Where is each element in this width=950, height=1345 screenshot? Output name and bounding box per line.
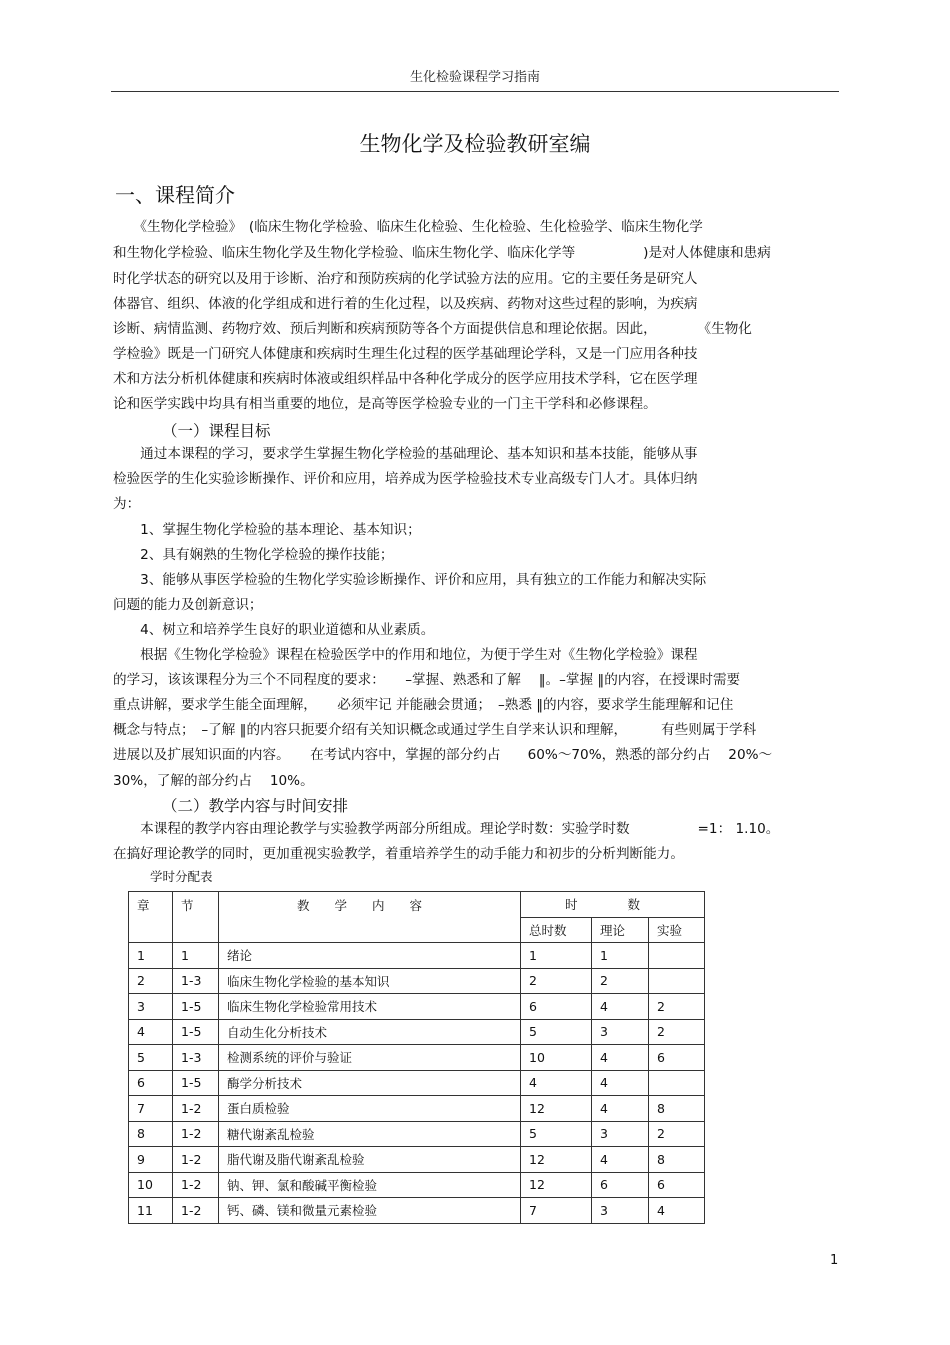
cell-total: 5 — [521, 1019, 592, 1045]
cell-section: 1-2 — [173, 1121, 219, 1147]
cell-content: 糖代谢紊乱检验 — [219, 1121, 521, 1147]
table-row — [129, 1019, 705, 1045]
table-row — [129, 994, 705, 1020]
goal-line: 通过本课程的学习，要求学生掌握生物化学检验的基础理论、基本知识和基本技能，能够从事 — [113, 446, 698, 462]
cell-lab — [649, 968, 705, 994]
cell-theory: 4 — [592, 994, 649, 1020]
header-total: 总时数 — [521, 917, 592, 943]
intro-line: 术和方法分析机体健康和疾病时体液或组织样品中各种化学成分的医学应用技术学科，它在医学理 — [113, 371, 698, 387]
table-header-row — [129, 892, 705, 918]
cell-lab: 8 — [649, 1096, 705, 1122]
cell-total: 10 — [521, 1045, 592, 1071]
cell-theory: 4 — [592, 1096, 649, 1122]
intro-line: 体器官、组织、体液的化学组成和进行着的生化过程，以及疾病、药物对这些过程的影响，为疾病 — [113, 296, 698, 312]
table-body — [129, 943, 705, 1224]
cell-chapter: 7 — [129, 1096, 173, 1122]
cell-content: 蛋白质检验 — [219, 1096, 521, 1122]
cell-total: 4 — [521, 1070, 592, 1096]
cell-lab: 2 — [649, 994, 705, 1020]
cell-section: 1-5 — [173, 994, 219, 1020]
table-row — [129, 1045, 705, 1071]
table-row — [129, 1121, 705, 1147]
goal-line: 4、树立和培养学生良好的职业道德和从业素质。 — [113, 622, 435, 638]
cell-section: 1-2 — [173, 1172, 219, 1198]
goal-line: 问题的能力及创新意识； — [113, 597, 263, 613]
goal-line: 为： — [113, 496, 141, 512]
intro-line: 学检验》既是一门研究人体健康和疾病时生理生化过程的医学基础理论学科，又是一门应用各种技 — [113, 346, 698, 362]
cell-lab: 2 — [649, 1019, 705, 1045]
cell-section: 1-3 — [173, 968, 219, 994]
cell-theory: 4 — [592, 1070, 649, 1096]
page-number: 1 — [830, 1253, 839, 1268]
goal-line: 2、具有娴熟的生物化学检验的操作技能； — [113, 547, 394, 563]
intro-line: 诊断、病情监测、药物疗效、预后判断和疾病预防等各个方面提供信息和理论依据。因此， 《生物化 — [113, 321, 752, 337]
table-row — [129, 1172, 705, 1198]
cell-chapter: 9 — [129, 1147, 173, 1173]
cell-theory: 4 — [592, 1045, 649, 1071]
cell-chapter: 10 — [129, 1172, 173, 1198]
header-chapter: 章 — [129, 892, 173, 943]
cell-lab: 8 — [649, 1147, 705, 1173]
document-title: 生物化学及检验教研室编 — [359, 132, 591, 156]
header-theory: 理论 — [592, 917, 649, 943]
running-header: 生化检验课程学习指南 — [409, 70, 540, 85]
cell-theory: 3 — [592, 1121, 649, 1147]
cell-total: 6 — [521, 994, 592, 1020]
cell-total: 7 — [521, 1198, 592, 1224]
goal-line: 的学习，该该课程分为三个不同程度的要求： –掌握、熟悉和了解 ‖。–掌握 ‖的内容，在授课时需要 — [113, 672, 741, 688]
table-caption: 学时分配表 — [150, 869, 213, 884]
cell-total: 12 — [521, 1172, 592, 1198]
cell-content: 临床生物化学检验的基本知识 — [219, 968, 521, 994]
cell-section: 1-5 — [173, 1070, 219, 1096]
table-row — [129, 943, 705, 969]
goal-line: 检验医学的生化实验诊断操作、评价和应用，培养成为医学检验技术专业高级专门人才。具体归纳 — [113, 471, 698, 487]
goal-line: 1、掌握生物化学检验的基本理论、基本知识； — [113, 522, 421, 538]
cell-section: 1-5 — [173, 1019, 219, 1045]
cell-content: 酶学分析技术 — [219, 1070, 521, 1096]
header-rule — [111, 91, 839, 92]
cell-chapter: 11 — [129, 1198, 173, 1224]
cell-content: 钙、磷、镁和微量元素检验 — [219, 1198, 521, 1224]
section-heading-course-intro: 一、课程简介 — [115, 183, 235, 207]
cell-total: 1 — [521, 943, 592, 969]
intro-line: 时化学状态的研究以及用于诊断、治疗和预防疾病的化学试验方法的应用。它的主要任务是研究人 — [113, 271, 698, 287]
cell-chapter: 1 — [129, 943, 173, 969]
cell-section: 1-2 — [173, 1096, 219, 1122]
cell-total: 12 — [521, 1096, 592, 1122]
content-line: 本课程的教学内容由理论教学与实验教学两部分所组成。理论学时数：实验学时数 =1： 1.10。 — [113, 821, 780, 837]
intro-line: 论和医学实践中均具有相当重要的地位，是高等医学检验专业的一门主干学科和必修课程。 — [113, 396, 657, 412]
hours-allocation-table — [128, 891, 705, 1224]
cell-chapter: 3 — [129, 994, 173, 1020]
goal-line: 进展以及扩展知识面的内容。 在考试内容中，掌握的部分约占 60%～70%，熟悉的部分约占 20%～ — [113, 747, 773, 763]
cell-theory: 3 — [592, 1019, 649, 1045]
table-row — [129, 1147, 705, 1173]
content-line: 在搞好理论教学的同时，更加重视实验教学，着重培养学生的动手能力和初步的分析判断能力。 — [113, 846, 684, 862]
cell-lab — [649, 943, 705, 969]
subheading-content-schedule: （二）教学内容与时间安排 — [162, 797, 349, 815]
cell-content: 钠、钾、氯和酸碱平衡检验 — [219, 1172, 521, 1198]
table-row — [129, 968, 705, 994]
cell-lab: 6 — [649, 1045, 705, 1071]
cell-theory: 3 — [592, 1198, 649, 1224]
cell-theory: 1 — [592, 943, 649, 969]
goal-line: 概念与特点； –了解 ‖的内容只扼要介绍有关知识概念或通过学生自学来认识和理解， 有些则属于学科 — [113, 722, 757, 738]
cell-theory: 6 — [592, 1172, 649, 1198]
cell-chapter: 4 — [129, 1019, 173, 1045]
cell-section: 1-3 — [173, 1045, 219, 1071]
subheading-course-goals: （一）课程目标 — [162, 422, 271, 440]
cell-section: 1-2 — [173, 1198, 219, 1224]
goal-line: 30%，了解的部分约占 10%。 — [113, 773, 314, 789]
table-row — [129, 1070, 705, 1096]
cell-total: 2 — [521, 968, 592, 994]
cell-content: 自动生化分析技术 — [219, 1019, 521, 1045]
header-hours: 时 数 — [521, 892, 705, 918]
cell-lab: 6 — [649, 1172, 705, 1198]
cell-section: 1 — [173, 943, 219, 969]
cell-chapter: 2 — [129, 968, 173, 994]
intro-line: 和生物化学检验、临床生物化学及生物化学检验、临床生物化学、临床化学等 )是对人体健康和患病 — [113, 245, 771, 261]
table-row — [129, 1198, 705, 1224]
cell-chapter: 6 — [129, 1070, 173, 1096]
cell-chapter: 8 — [129, 1121, 173, 1147]
table-row — [129, 1096, 705, 1122]
goal-line: 重点讲解，要求学生能全面理解， 必须牢记 并能融会贯通； –熟悉 ‖的内容，要求学生能理解和记住 — [113, 697, 734, 713]
cell-chapter: 5 — [129, 1045, 173, 1071]
cell-lab — [649, 1070, 705, 1096]
header-content: 教 学 内 容 — [219, 892, 521, 943]
header-section: 节 — [173, 892, 219, 943]
cell-lab: 2 — [649, 1121, 705, 1147]
cell-lab: 4 — [649, 1198, 705, 1224]
cell-theory: 2 — [592, 968, 649, 994]
cell-content: 绪论 — [219, 943, 521, 969]
intro-line: 《生物化学检验》 (临床生物化学检验、临床生化检验、生化检验、生化检验学、临床生物化学 — [113, 219, 703, 235]
goal-line: 3、能够从事医学检验的生物化学实验诊断操作、评价和应用，具有独立的工作能力和解决实际 — [113, 572, 707, 588]
cell-content: 脂代谢及脂代谢紊乱检验 — [219, 1147, 521, 1173]
cell-theory: 4 — [592, 1147, 649, 1173]
goal-line: 根据《生物化学检验》课程在检验医学中的作用和地位，为便于学生对《生物化学检验》课程 — [113, 647, 698, 663]
cell-content: 检测系统的评价与验证 — [219, 1045, 521, 1071]
cell-total: 12 — [521, 1147, 592, 1173]
cell-section: 1-2 — [173, 1147, 219, 1173]
header-lab: 实验 — [649, 917, 705, 943]
cell-content: 临床生物化学检验常用技术 — [219, 994, 521, 1020]
cell-total: 5 — [521, 1121, 592, 1147]
